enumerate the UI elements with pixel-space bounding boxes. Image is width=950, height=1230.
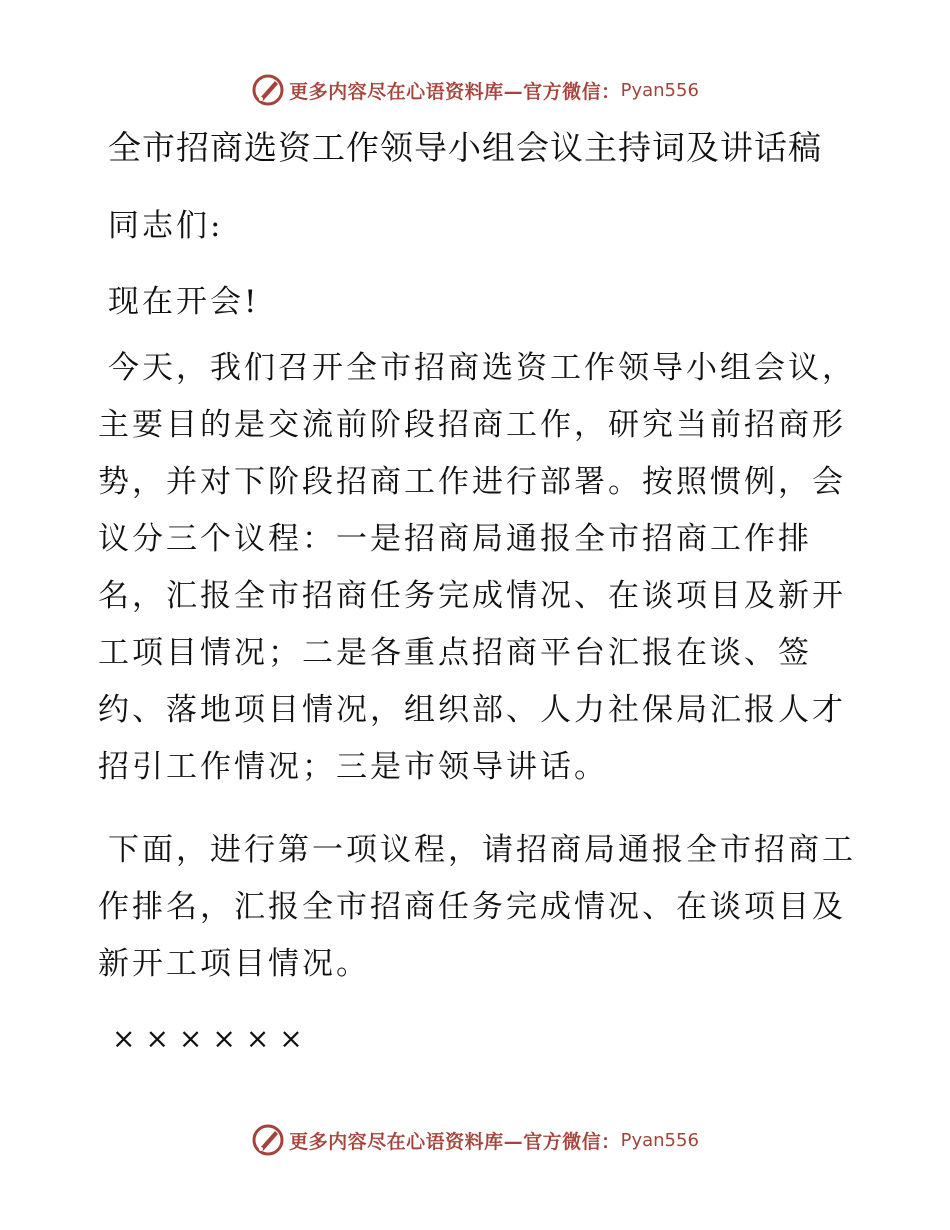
watermark-wechat-id: Pyan556 bbox=[620, 1129, 699, 1151]
pen-logo-icon bbox=[251, 1123, 285, 1157]
salutation: 同志们: bbox=[108, 208, 224, 244]
watermark-text: 更多内容尽在心语资料库—官方微信： bbox=[289, 80, 621, 103]
pen-logo-icon bbox=[251, 73, 285, 107]
footer-watermark bbox=[0, 1120, 950, 1160]
document-title: 全市招商选资工作领导小组会议主持词及讲话稿 bbox=[108, 128, 822, 167]
paragraph-intro: 今天，我们召开全市招商选资工作领导小组会议，主要目的是交流前阶段招商工作，研究当前招商形势，并对下阶段招商工作进行部署。按照惯例，会议分三个议程：一是招商局通报全市招商工作排名，汇报全市招商任务完成情况、在谈项目及新开工项目情况；二是各重点招商平台汇报在谈、签约、落地项目情况，组织部、人力社保局汇报人才招引工作情况；三是市领导讲话。 bbox=[98, 350, 856, 785]
header-watermark bbox=[0, 70, 950, 110]
opening-line: 现在开会! bbox=[108, 284, 260, 320]
paragraph-first-agenda: 下面，进行第一项议程，请招商局通报全市招商工作排名，汇报全市招商任务完成情况、在谈项目及新开工项目情况。 bbox=[98, 832, 856, 982]
watermark-wechat-id: Pyan556 bbox=[620, 79, 699, 101]
watermark-text: 更多内容尽在心语资料库—官方微信： bbox=[289, 1130, 621, 1153]
placeholder-marks: ×××××× bbox=[112, 1022, 313, 1055]
